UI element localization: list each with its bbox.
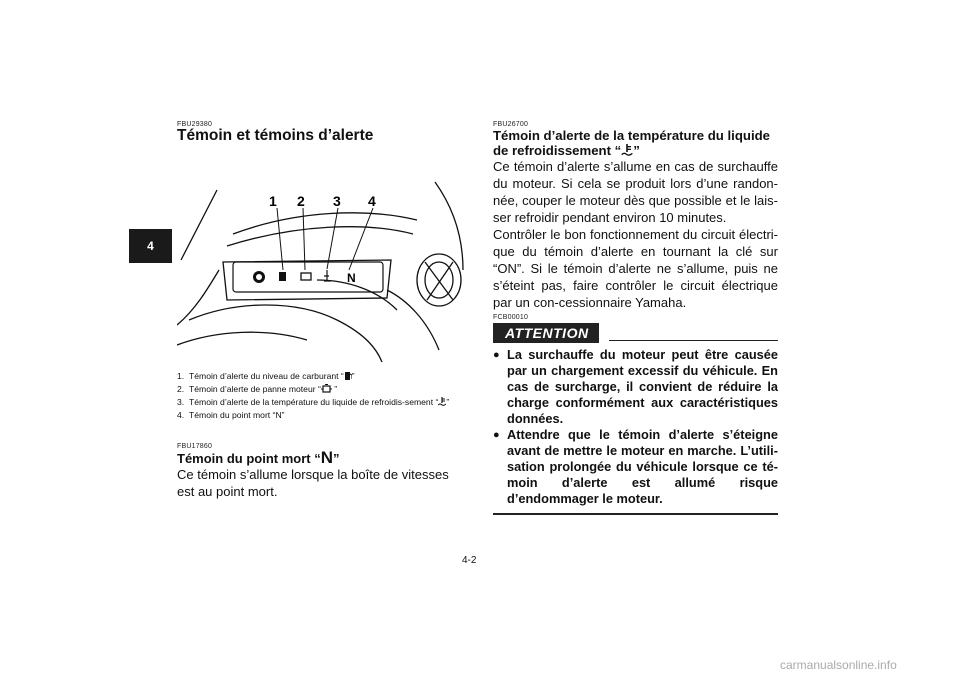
- caption-item: [177, 371, 465, 382]
- attention-text: Attendre que le témoin d’alerte s’éteigne avant de mettre le moteur en marche. L’utili-sation prolongée du véhicule lorsque ce té-moin d’alerte est allumé risque d’endommager le moteur.: [507, 427, 778, 506]
- check-paragraph: Contrôler le bon fonctionnement du circuit électri-que du témoin d’alerte en tournant la clé sur “ON”. Si le témoin d’alerte ne s’allume, puis ne s’éteint pas, faire contrôler le circuit électrique par un con-cessionnaire Yamaha.: [493, 227, 778, 310]
- caption-number: 1.: [177, 371, 185, 381]
- neutral-paragraph: Ce témoin s’allume lorsque la boîte de vitesses est au point mort.: [177, 467, 449, 499]
- attention-list: [493, 347, 778, 507]
- overheat-paragraph: Ce témoin d’alerte s’allume en cas de surchauffe du moteur. Si cela se produit lors d’une randon-née, couper le moteur dès que possible et le lais-ser refroidir pendant environ 10 minutes.: [493, 159, 778, 225]
- page-number: 4-2: [462, 555, 477, 566]
- attention-header: [493, 323, 778, 343]
- watermark: carmanualsonline.info: [780, 658, 897, 672]
- neutral-symbol: N: [320, 448, 333, 467]
- caption-item: [177, 397, 465, 408]
- section-heading: Témoin et témoins d’alerte: [177, 127, 374, 144]
- fuel-icon: [344, 371, 352, 380]
- caption-item: [177, 410, 465, 421]
- section-code: FBU26700: [493, 121, 529, 128]
- caption-text: Témoin d’alerte du niveau de carburant “ ”: [189, 371, 355, 381]
- figure-label-4: 4: [368, 193, 376, 209]
- figure-label-2: 2: [297, 193, 305, 209]
- panel-neutral-label: N: [347, 271, 356, 285]
- bullet-icon: ●: [493, 349, 500, 361]
- caption-number: 3.: [177, 397, 185, 407]
- left-column: [177, 121, 465, 500]
- caption-text: Témoin d’alerte de la température du liquide de refroidis-sement “ ”: [189, 397, 450, 407]
- figure-caption-list: [177, 371, 465, 421]
- caption-number: 2.: [177, 384, 185, 394]
- figure-label-1: 1: [269, 193, 277, 209]
- section-code: FBU17860: [177, 443, 213, 450]
- notice-code: FCB00010: [493, 314, 529, 321]
- attention-end-rule: [493, 513, 778, 515]
- attention-text: La surchauffe du moteur peut être causée par un chargement excessif du véhicule. En cas de surcharge, il convient de réduire la charge conformément aux caractéristiques données.: [507, 347, 778, 426]
- section-code: FBU29380: [177, 121, 213, 128]
- attention-item: [493, 347, 778, 427]
- caption-item: [177, 384, 465, 395]
- figure-label-3: 3: [333, 193, 341, 209]
- caption-text: Témoin du point mort “N”: [189, 410, 285, 420]
- caption-number: 4.: [177, 410, 185, 420]
- subsection-heading: Témoin d’alerte de la température du liquide de refroidissement “ ”: [493, 128, 770, 158]
- chapter-tab: [129, 229, 172, 263]
- attention-label: ATTENTION: [493, 323, 599, 343]
- coolant-temperature-icon: [621, 144, 633, 156]
- attention-item: [493, 427, 778, 507]
- chapter-number: 4: [147, 239, 154, 253]
- bullet-icon: ●: [493, 429, 500, 441]
- caption-text: Témoin d’alerte de panne moteur “ ”: [189, 384, 338, 394]
- right-column: [493, 121, 778, 515]
- dashboard-illustration: [177, 150, 465, 362]
- engine-icon: [321, 384, 332, 393]
- attention-rule: [609, 340, 778, 341]
- subsection-heading: Témoin du point mort “N”: [177, 448, 340, 467]
